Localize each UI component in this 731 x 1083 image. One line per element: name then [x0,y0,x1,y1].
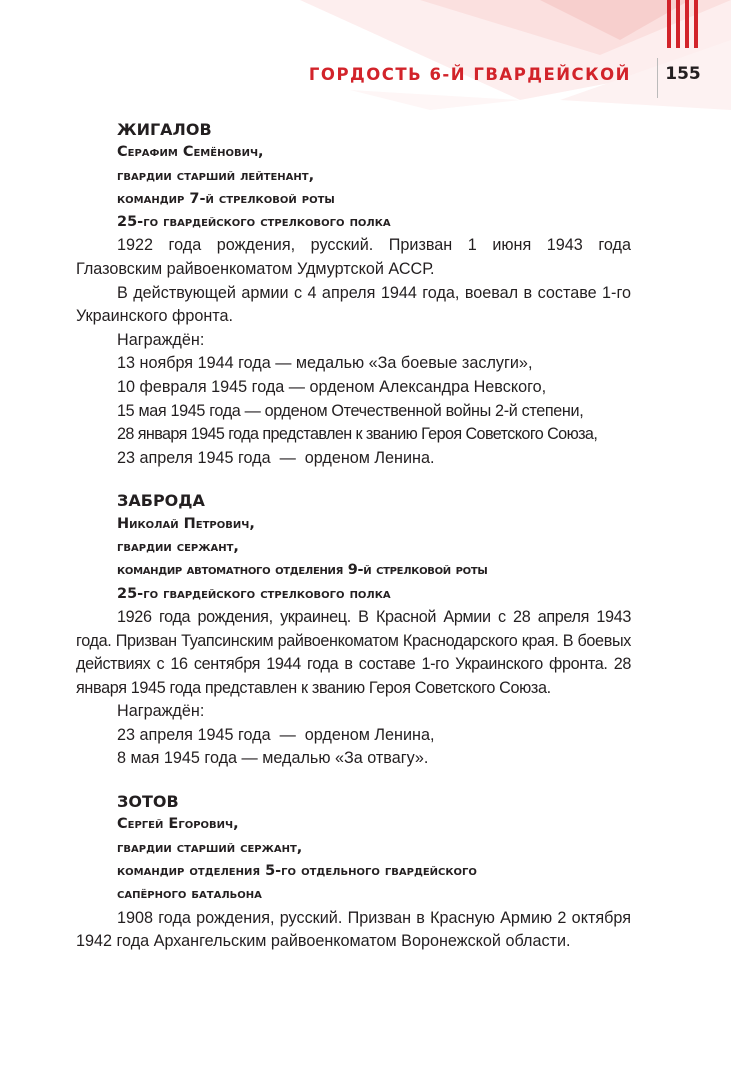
entry-position: командир отделения 5-го отдельного гвардейского [117,862,477,879]
award-line: 10 февраля 1945 года — орденом Александра Невского, [117,378,547,397]
entry-name: Серафим Семёнович, [117,144,264,161]
header-decoration [0,0,731,110]
page-content [76,118,631,973]
entry-name: Николай Петрович, [117,515,255,532]
entry-rank: гвардии сержант, [117,539,239,556]
entry-surname: ЗАБРОДА [117,491,205,511]
entry-surname: ЖИГАЛОВ [117,120,212,139]
biography-entry [76,118,631,470]
award-line: 23 апреля 1945 года — орденом Ленина. [117,448,435,467]
award-line: 13 ноября 1944 года — медалью «За боевые заслуги», [117,354,533,373]
entry-rank: гвардии старший сержант, [117,839,303,856]
entry-position: сапёрного батальона [117,886,262,903]
awards-label: Награждён: [117,702,205,721]
biography-entry [76,489,631,771]
awards-label: Награждён: [117,330,205,349]
entry-name: Сергей Егорович, [117,816,239,833]
entry-paragraph: 1908 года рождения, русский. Призван в Красную Армию 2 октября 1942 года Архангельским райвоенкоматом Воронежской области. [76,908,631,951]
entry-surname: ЗОТОВ [117,792,179,812]
entry-position: командир автоматного отделения 9-й стрелковой роты [117,562,488,579]
entry-paragraph: В действующей армии с 4 апреля 1944 года, воевал в составе 1-го Украинского фронта. [76,283,631,326]
page-number: 155 [665,64,701,84]
entry-paragraph: 1922 года рождения, русский. Призван 1 июня 1943 года Глазовским райвоенкоматом Удмуртской АССР. [76,236,631,279]
award-line: 15 мая 1945 года — орденом Отечественной войны 2-й степени, [117,401,584,420]
entry-rank: гвардии старший лейтенант, [117,167,315,184]
running-header-title: ГОРДОСТЬ 6-Й ГВАРДЕЙСКОЙ [308,65,631,84]
award-line: 23 апреля 1945 года — орденом Ленина, [117,725,435,744]
entry-position: 25-го гвардейского стрелкового полка [117,214,391,231]
entry-paragraph: 1926 года рождения, украинец. В Красной Армии с 28 апреля 1943 года. Призван Туапсинским райвоенкоматом Краснодарского края. В боевых действиях с 16 сентября 1944 года в составе 1-го Украинского фронта. 28 января 1945 года представлен к званию Героя Советского Союза. [76,607,631,697]
entry-position: командир 7-й стрелковой роты [117,190,335,207]
award-line: 8 мая 1945 года — медалью «За отвагу». [117,749,429,768]
award-line: 28 января 1945 года представлен к званию Героя Советского Союза, [117,425,598,444]
biography-entry [76,790,631,954]
entry-position: 25-го гвардейского стрелкового полка [117,585,391,602]
